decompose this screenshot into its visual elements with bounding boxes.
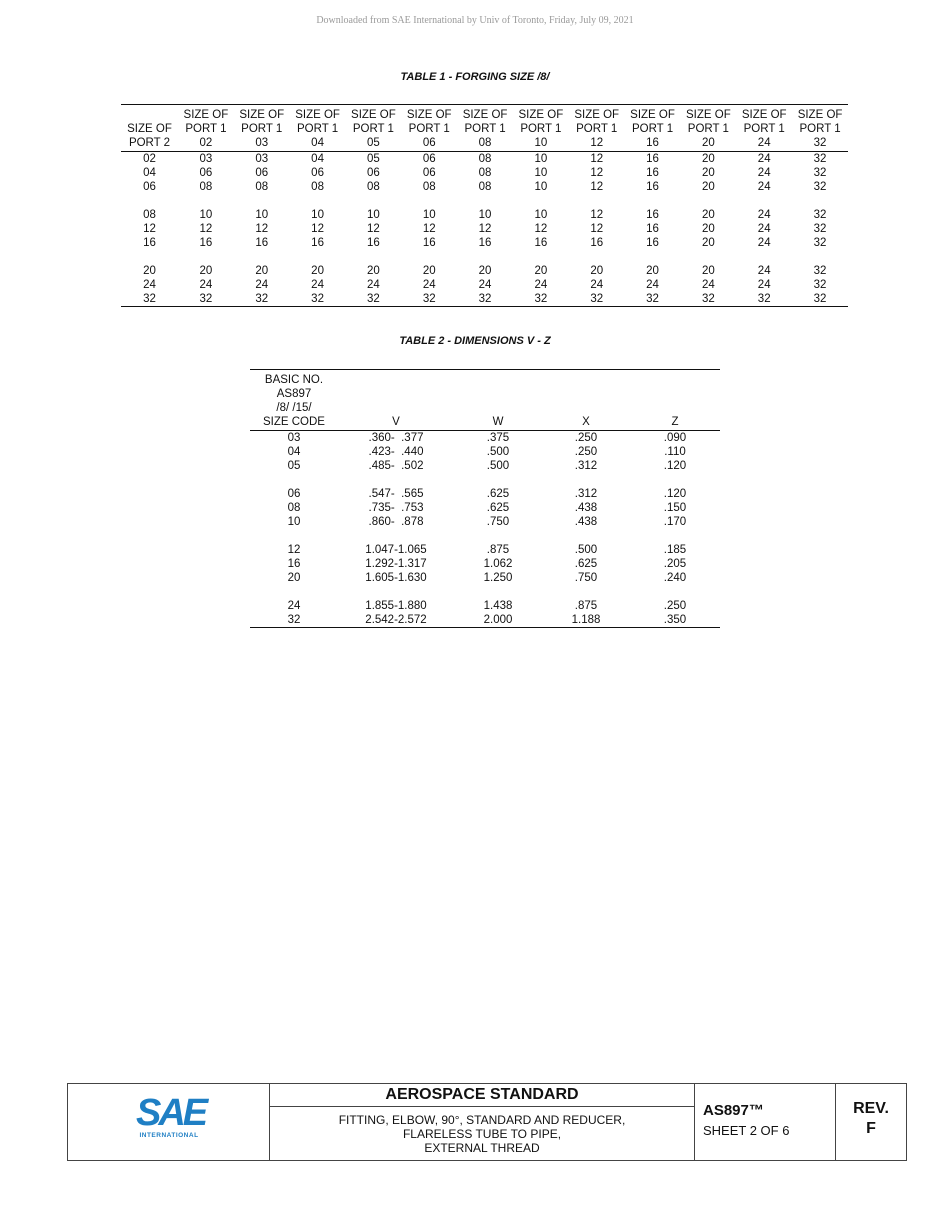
table1-caption: TABLE 1 - FORGING SIZE /8/ (400, 71, 550, 83)
table-cell: 10 (255, 209, 269, 221)
table-cell: 1.250 (483, 572, 513, 584)
table-cell: 08 (311, 181, 324, 193)
column-header: 24 (736, 136, 792, 152)
table-cell: .750 (486, 516, 510, 528)
table-row (250, 501, 720, 515)
column-header: SIZE OF (741, 109, 787, 121)
table-cell: 08 (199, 181, 213, 193)
table-cell: 16 (311, 237, 324, 249)
table-cell: 08 (367, 181, 380, 193)
table-cell: .547- .565 (368, 488, 424, 500)
table-cell: 24 (757, 209, 771, 221)
table-header-row (250, 370, 720, 431)
table-cell: 10 (422, 209, 436, 221)
column-header: PORT 1 (408, 123, 450, 135)
table-cell: 1.292-1.317 (365, 558, 427, 570)
table-cell: 32 (367, 293, 380, 305)
table-cell: .500 (574, 544, 598, 556)
table-cell: 32 (199, 293, 213, 305)
document-number: AS897™ (703, 1102, 764, 1119)
table-row (250, 431, 720, 446)
table-cell: 08 (478, 153, 492, 165)
document-number-cell (695, 1084, 836, 1160)
table-cell: 12 (590, 209, 604, 221)
table-cell: 2.000 (483, 614, 513, 626)
table-cell: 12 (367, 223, 380, 235)
table-cell: 2.542-2.572 (365, 614, 427, 626)
column-header: SIZE OF (797, 109, 843, 121)
table-cell: 06 (199, 167, 213, 179)
table-cell: 24 (757, 223, 771, 235)
header-line: BASIC NO. (264, 374, 324, 386)
dimensions-table (250, 369, 720, 628)
table-row (121, 208, 848, 222)
column-header: PORT 1 (743, 123, 785, 135)
table-cell: 24 (757, 181, 771, 193)
table-cell: 10 (199, 209, 213, 221)
table-cell: 24 (757, 237, 771, 249)
table-cell: 12 (590, 223, 604, 235)
table-cell: 06 (367, 167, 380, 179)
table-cell: 06 (422, 153, 436, 165)
table-row (250, 599, 720, 613)
table-cell: 32 (143, 293, 156, 305)
table-cell: 24 (311, 279, 324, 291)
table-cell: 08 (143, 209, 156, 221)
table-cell: 12 (534, 223, 548, 235)
table-cell: 10 (534, 181, 548, 193)
table-cell: .375 (486, 432, 510, 444)
table-cell: 20 (590, 265, 604, 277)
sae-logo-mark: SAE (136, 1092, 206, 1134)
table-cell: 06 (287, 488, 301, 500)
table-cell: 08 (422, 181, 436, 193)
table-cell: 16 (646, 181, 659, 193)
table-row (121, 166, 848, 180)
table-cell: .185 (663, 544, 687, 556)
table-cell: 12 (311, 223, 324, 235)
table2-caption: TABLE 2 - DIMENSIONS V - Z (399, 335, 551, 347)
column-header: W (454, 370, 542, 431)
table-cell: 16 (422, 237, 436, 249)
table-cell: 03 (199, 153, 213, 165)
table-cell: .500 (486, 446, 510, 458)
table-cell: .312 (574, 460, 598, 472)
table-cell: .625 (486, 488, 510, 500)
table-cell: 06 (422, 167, 436, 179)
column-header: SIZE OF (406, 109, 452, 121)
table-cell: 10 (534, 209, 548, 221)
group-spacer (250, 585, 720, 599)
column-header: 12 (569, 136, 625, 152)
table-cell: 32 (813, 237, 827, 249)
revision-value: F (866, 1120, 876, 1137)
header-line: /8/ /15/ (276, 402, 312, 414)
table-cell: 32 (590, 293, 604, 305)
column-header: Z (630, 370, 720, 431)
group-spacer (250, 529, 720, 543)
table-cell: 16 (255, 237, 269, 249)
logo-cell (68, 1084, 270, 1160)
table-cell: 10 (534, 167, 548, 179)
table-cell: 32 (813, 223, 827, 235)
table-cell: 12 (422, 223, 436, 235)
table-cell: 05 (287, 460, 301, 472)
column-header: SIZE OF (462, 109, 508, 121)
table-row (250, 613, 720, 628)
sheet-number: SHEET 2 OF 6 (703, 1123, 790, 1138)
table-row (250, 459, 720, 473)
table-row (250, 445, 720, 459)
table-cell: 20 (646, 265, 659, 277)
table-header-row (121, 105, 848, 123)
table-cell: 32 (813, 293, 827, 305)
group-spacer (250, 473, 720, 487)
table-cell: 24 (757, 153, 771, 165)
column-header: X (542, 370, 630, 431)
table-cell: 20 (701, 181, 715, 193)
table-cell: 24 (478, 279, 492, 291)
table-cell: 08 (287, 502, 301, 514)
table-cell: 20 (701, 167, 715, 179)
table-row (250, 487, 720, 501)
subtitle-line: FITTING, ELBOW, 90°, STANDARD AND REDUCER, (338, 1113, 626, 1127)
table-row (121, 222, 848, 236)
table-cell: 10 (287, 516, 301, 528)
table-cell: 16 (199, 237, 213, 249)
table-cell: 1.047-1.065 (365, 544, 427, 556)
table-cell: .438 (574, 516, 598, 528)
table-cell: 12 (590, 167, 604, 179)
group-spacer (121, 194, 848, 208)
table-cell: .438 (574, 502, 598, 514)
table-cell: 05 (367, 153, 380, 165)
column-header (121, 105, 178, 123)
column-header: PORT 1 (576, 123, 618, 135)
header-line: SIZE CODE (263, 416, 325, 428)
spacer-cell (121, 250, 178, 264)
table-cell: .090 (663, 432, 687, 444)
table-cell: 08 (478, 181, 492, 193)
table-cell: 32 (813, 265, 827, 277)
column-header: SIZE OF (630, 109, 675, 121)
table-cell: 1.438 (483, 600, 513, 612)
table-cell: 12 (199, 223, 213, 235)
table-cell: 24 (757, 167, 771, 179)
column-header: SIZE OF (351, 109, 396, 121)
table-row (121, 278, 848, 292)
table-cell: .205 (663, 558, 687, 570)
table-cell: 32 (813, 167, 827, 179)
table-row (250, 571, 720, 585)
table-cell: 08 (255, 181, 269, 193)
spacer-cell (250, 473, 338, 487)
table-cell: 24 (199, 279, 213, 291)
table-cell: 04 (287, 446, 301, 458)
header-line: AS897 (276, 388, 312, 400)
table-cell: 16 (646, 223, 659, 235)
table-cell: 06 (255, 167, 269, 179)
column-header: SIZE OF (239, 109, 285, 121)
subtitle-line: FLARELESS TUBE TO PIPE, (402, 1127, 562, 1141)
revision-label: REV. (853, 1100, 889, 1117)
column-header: PORT 1 (464, 123, 506, 135)
table-cell: 1.855-1.880 (365, 600, 427, 612)
table-cell: 16 (534, 237, 548, 249)
table-cell: 24 (422, 279, 436, 291)
column-header: PORT 2 (121, 136, 178, 152)
table-cell: .860- .878 (368, 516, 424, 528)
column-header: 32 (792, 136, 848, 152)
table-cell: 12 (590, 181, 604, 193)
table-cell: 04 (311, 153, 324, 165)
column-header (250, 370, 338, 431)
column-header: PORT 1 (520, 123, 562, 135)
column-header: PORT 1 (799, 123, 841, 135)
table-cell: 06 (311, 167, 324, 179)
table-cell: 24 (590, 279, 604, 291)
table-cell: 32 (422, 293, 436, 305)
table-cell: 20 (367, 265, 380, 277)
table-cell: .423- .440 (368, 446, 424, 458)
table-cell: 12 (143, 223, 156, 235)
table-row (121, 236, 848, 250)
column-header: 05 (345, 136, 401, 152)
table-cell: 16 (287, 558, 301, 570)
table-cell: 24 (255, 279, 269, 291)
document-subtitle (270, 1107, 694, 1155)
table-cell: 12 (590, 153, 604, 165)
table-cell: .625 (486, 502, 510, 514)
table-row (250, 557, 720, 571)
table-cell: 12 (255, 223, 269, 235)
column-header: SIZE OF (183, 109, 229, 121)
subtitle-line: EXTERNAL THREAD (424, 1141, 540, 1155)
column-header: 04 (290, 136, 346, 152)
table-cell: .625 (574, 558, 598, 570)
table-cell: 20 (701, 237, 715, 249)
column-header: PORT 1 (687, 123, 729, 135)
table-cell: .875 (574, 600, 598, 612)
table-cell: .312 (574, 488, 598, 500)
table-cell: 03 (287, 432, 301, 444)
table-cell: 16 (646, 237, 659, 249)
column-header: 20 (680, 136, 736, 152)
table-cell: 20 (287, 572, 301, 584)
table-cell: 1.062 (483, 558, 513, 570)
table-cell: 32 (287, 614, 301, 626)
table-cell: 16 (143, 237, 156, 249)
table-cell: 20 (701, 265, 715, 277)
table-cell: 10 (311, 209, 324, 221)
column-header: 10 (513, 136, 569, 152)
table-cell: 24 (143, 279, 156, 291)
table-cell: 16 (646, 209, 659, 221)
table-cell: 16 (478, 237, 492, 249)
table-cell: .120 (663, 460, 687, 472)
table-cell: .250 (574, 446, 598, 458)
table-header-row (121, 136, 848, 152)
revision-cell (836, 1084, 906, 1160)
table-cell: 32 (813, 181, 827, 193)
table-cell: 24 (287, 600, 301, 612)
spacer-cell (250, 585, 338, 599)
table-cell: 20 (701, 153, 715, 165)
table-row (121, 152, 848, 167)
table-cell: 20 (701, 209, 715, 221)
table-cell: 32 (701, 293, 715, 305)
column-header: SIZE OF (574, 109, 620, 121)
table-cell: 32 (646, 293, 659, 305)
table-cell: .120 (663, 488, 687, 500)
table-cell: 24 (534, 279, 548, 291)
table-cell: 20 (255, 265, 269, 277)
table-row (121, 292, 848, 307)
table-cell: 32 (534, 293, 548, 305)
table-cell: 06 (143, 181, 156, 193)
table-row (121, 264, 848, 278)
table-cell: 10 (367, 209, 380, 221)
table-cell: .360- .377 (368, 432, 424, 444)
table-cell: .735- .753 (368, 502, 424, 514)
column-header: PORT 1 (241, 123, 283, 135)
table-cell: .110 (664, 446, 686, 458)
column-header: 06 (401, 136, 457, 152)
column-header: PORT 1 (185, 123, 227, 135)
table-cell: 16 (646, 167, 659, 179)
table-cell: 24 (701, 279, 715, 291)
table-cell: 20 (534, 265, 548, 277)
title-cell (270, 1084, 695, 1160)
column-header: SIZE OF (127, 123, 172, 135)
column-header: PORT 1 (631, 123, 674, 135)
table-cell: 24 (757, 279, 771, 291)
table-cell: 20 (143, 265, 156, 277)
table-cell: 24 (367, 279, 380, 291)
table-cell: 20 (199, 265, 213, 277)
table-cell: .150 (663, 502, 687, 514)
table-cell: .500 (486, 460, 510, 472)
column-header: 16 (625, 136, 681, 152)
table-cell: 12 (478, 223, 492, 235)
table-cell: 20 (422, 265, 436, 277)
column-header: SIZE OF (518, 109, 564, 121)
spacer-cell (121, 194, 178, 208)
column-header: PORT 1 (297, 123, 339, 135)
table-cell: 12 (287, 544, 301, 556)
table-cell: .250 (663, 600, 687, 612)
table-cell: .350 (663, 614, 687, 626)
table-cell: .875 (486, 544, 510, 556)
table-row (121, 180, 848, 194)
table-cell: 16 (367, 237, 380, 249)
table-cell: .170 (663, 516, 687, 528)
table-row (250, 543, 720, 557)
table-cell: 02 (143, 153, 156, 165)
column-header: 08 (457, 136, 513, 152)
table-cell: 16 (590, 237, 604, 249)
table-cell: .485- .502 (368, 460, 424, 472)
table-cell: 1.188 (571, 614, 601, 626)
download-watermark: Downloaded from SAE International by Univ of Toronto, Friday, July 09, 2021 (316, 15, 634, 26)
group-spacer (121, 250, 848, 264)
column-header: 02 (178, 136, 234, 152)
table-cell: 03 (255, 153, 269, 165)
table-cell: .240 (663, 572, 687, 584)
column-header: V (338, 370, 454, 431)
table-cell: 20 (478, 265, 492, 277)
table-cell: 32 (813, 153, 827, 165)
table-cell: 04 (143, 167, 156, 179)
table-cell: .750 (574, 572, 598, 584)
table-cell: 32 (813, 279, 827, 291)
table-row (250, 515, 720, 529)
column-header: 03 (234, 136, 290, 152)
table-cell: 24 (646, 279, 659, 291)
table-cell: 08 (478, 167, 492, 179)
sae-logo-text: INTERNATIONAL (139, 1132, 199, 1139)
column-header: SIZE OF (686, 109, 731, 121)
table-cell: 32 (813, 209, 827, 221)
table-cell: 16 (646, 153, 659, 165)
standard-title: AEROSPACE STANDARD (270, 1084, 694, 1107)
table-cell: 20 (701, 223, 715, 235)
column-header: SIZE OF (295, 109, 340, 121)
title-block (67, 1083, 907, 1161)
table-cell: .250 (574, 432, 598, 444)
table-cell: 32 (757, 293, 771, 305)
table-cell: 1.605-1.630 (365, 572, 427, 584)
table-cell: 32 (311, 293, 324, 305)
table-header-row (121, 122, 848, 136)
table-cell: 32 (255, 293, 269, 305)
table-cell: 10 (534, 153, 548, 165)
table-cell: 20 (311, 265, 324, 277)
table-cell: 24 (757, 265, 771, 277)
spacer-cell (250, 529, 338, 543)
column-header: PORT 1 (352, 123, 394, 135)
table-cell: 32 (478, 293, 492, 305)
sae-logo (136, 1092, 206, 1139)
forging-size-table (121, 104, 848, 307)
table-cell: 10 (478, 209, 492, 221)
